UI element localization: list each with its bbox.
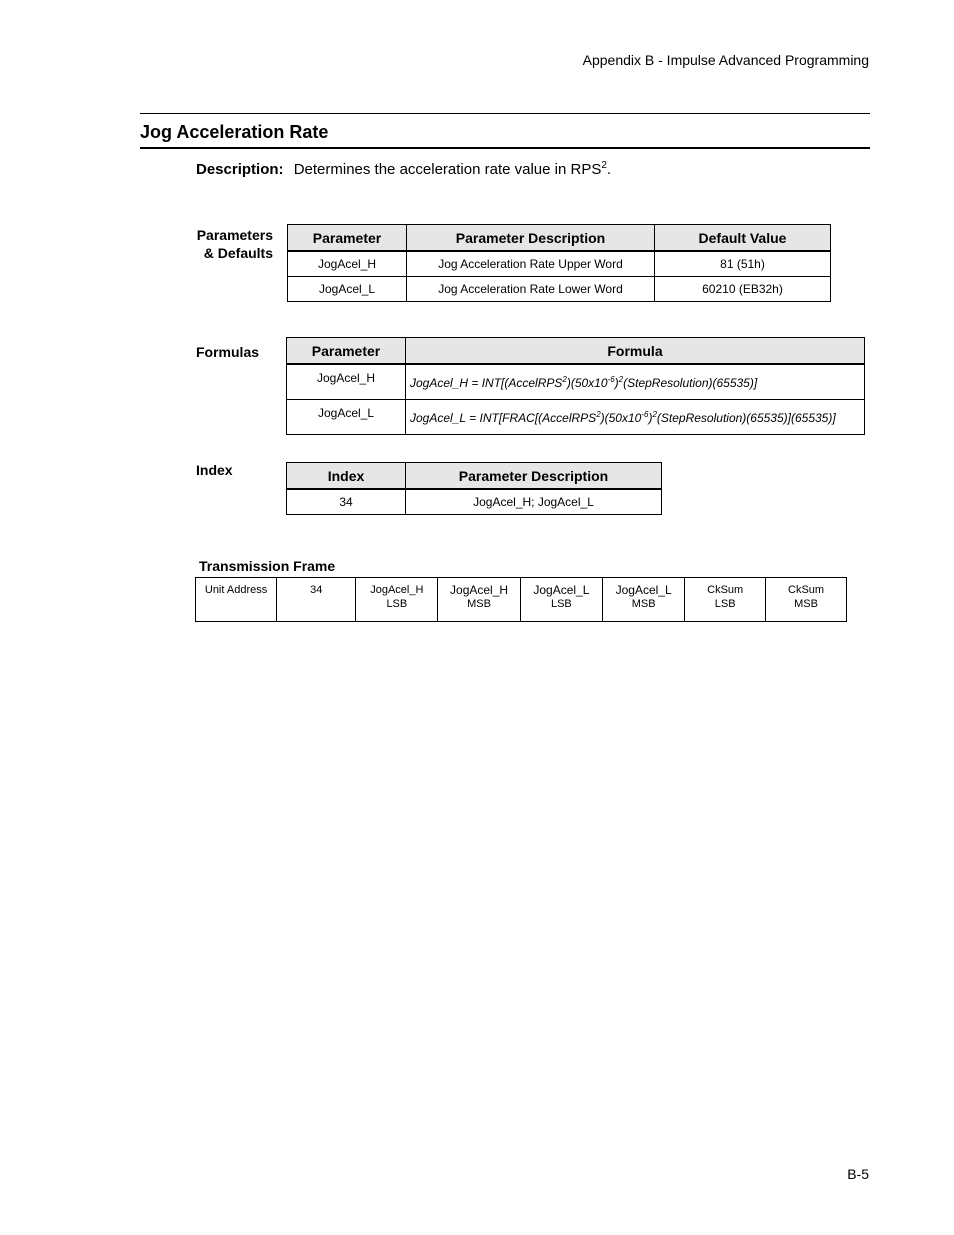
cell-parameter: JogAcel_L <box>287 400 406 435</box>
section-title: Jog Acceleration Rate <box>140 122 329 142</box>
index-label: Index <box>196 462 233 478</box>
cell-description: Jog Acceleration Rate Lower Word <box>407 277 655 302</box>
table-header-row <box>287 338 865 365</box>
description-label: Description: <box>196 161 284 178</box>
col-header-parameter-description: Parameter Description <box>407 225 655 252</box>
transmission-frame-label: Transmission Frame <box>199 558 336 574</box>
cell-description: JogAcel_H; JogAcel_L <box>406 489 662 515</box>
col-header-parameter-description: Parameter Description <box>406 463 662 490</box>
col-header-parameter: Parameter <box>288 225 407 252</box>
formulas-table <box>286 337 865 435</box>
table-row <box>287 400 865 435</box>
col-header-default-value: Default Value <box>655 225 831 252</box>
cell-parameter: JogAcel_H <box>288 251 407 277</box>
table-row <box>288 277 831 302</box>
cell-parameter: JogAcel_H <box>287 364 406 400</box>
table-header-row <box>287 463 662 490</box>
cell-description: Jog Acceleration Rate Upper Word <box>407 251 655 277</box>
frame-cell-jogacel-l-msb: JogAcel_L MSB <box>603 578 685 622</box>
index-table <box>286 462 662 515</box>
table-row <box>288 251 831 277</box>
formulas-label: Formulas <box>196 344 260 360</box>
frame-cell-cksum-msb: CkSum MSB <box>766 578 847 622</box>
table-row <box>287 489 662 515</box>
cell-default: 81 (51h) <box>655 251 831 277</box>
frame-cell-jogacel-h-lsb: JogAcel_H LSB <box>356 578 438 622</box>
cell-default: 60210 (EB32h) <box>655 277 831 302</box>
params-label-line2: & Defaults <box>203 245 273 261</box>
params-defaults-label <box>194 226 273 262</box>
description-end: . <box>606 161 612 178</box>
col-header-parameter: Parameter <box>287 338 406 365</box>
frame-cell-jogacel-l-lsb: JogAcel_L LSB <box>520 578 602 622</box>
frame-row <box>196 578 847 622</box>
cell-formula: JogAcel_L = $INT[FRAC[(AccelRPS^2)(50x10^{-6})^2(StepResolution)(65535)](65535)]$ <box>406 400 865 435</box>
section-rule-bottom <box>140 147 870 149</box>
cell-parameter: JogAcel_L <box>288 277 407 302</box>
params-defaults-table <box>287 224 831 302</box>
running-header: Appendix B - Impulse Advanced Programming <box>582 52 869 68</box>
cell-formula: JogAcel_H = $INT[(AccelRPS^2)(50x10^{-6})^2(StepResolution)(65535)]$ <box>406 364 865 400</box>
frame-cell-cksum-lsb: CkSum LSB <box>685 578 766 622</box>
frame-cell-index: 34 <box>277 578 356 622</box>
transmission-frame-table <box>195 577 847 622</box>
col-header-index: Index <box>287 463 406 490</box>
frame-cell-unit-address: Unit Address <box>196 578 277 622</box>
table-header-row <box>288 225 831 252</box>
description-text: Determines the acceleration rate value in RPS <box>293 161 602 178</box>
description <box>196 160 611 178</box>
col-header-formula: Formula <box>406 338 865 365</box>
section-rule-top <box>140 113 870 114</box>
frame-cell-jogacel-h-msb: JogAcel_H MSB <box>438 578 520 622</box>
description-superscript: 2 <box>601 160 607 171</box>
params-label-line1: Parameters <box>196 227 273 243</box>
page-number: B-5 <box>847 1166 869 1182</box>
table-row <box>287 364 865 400</box>
cell-index: 34 <box>287 489 406 515</box>
